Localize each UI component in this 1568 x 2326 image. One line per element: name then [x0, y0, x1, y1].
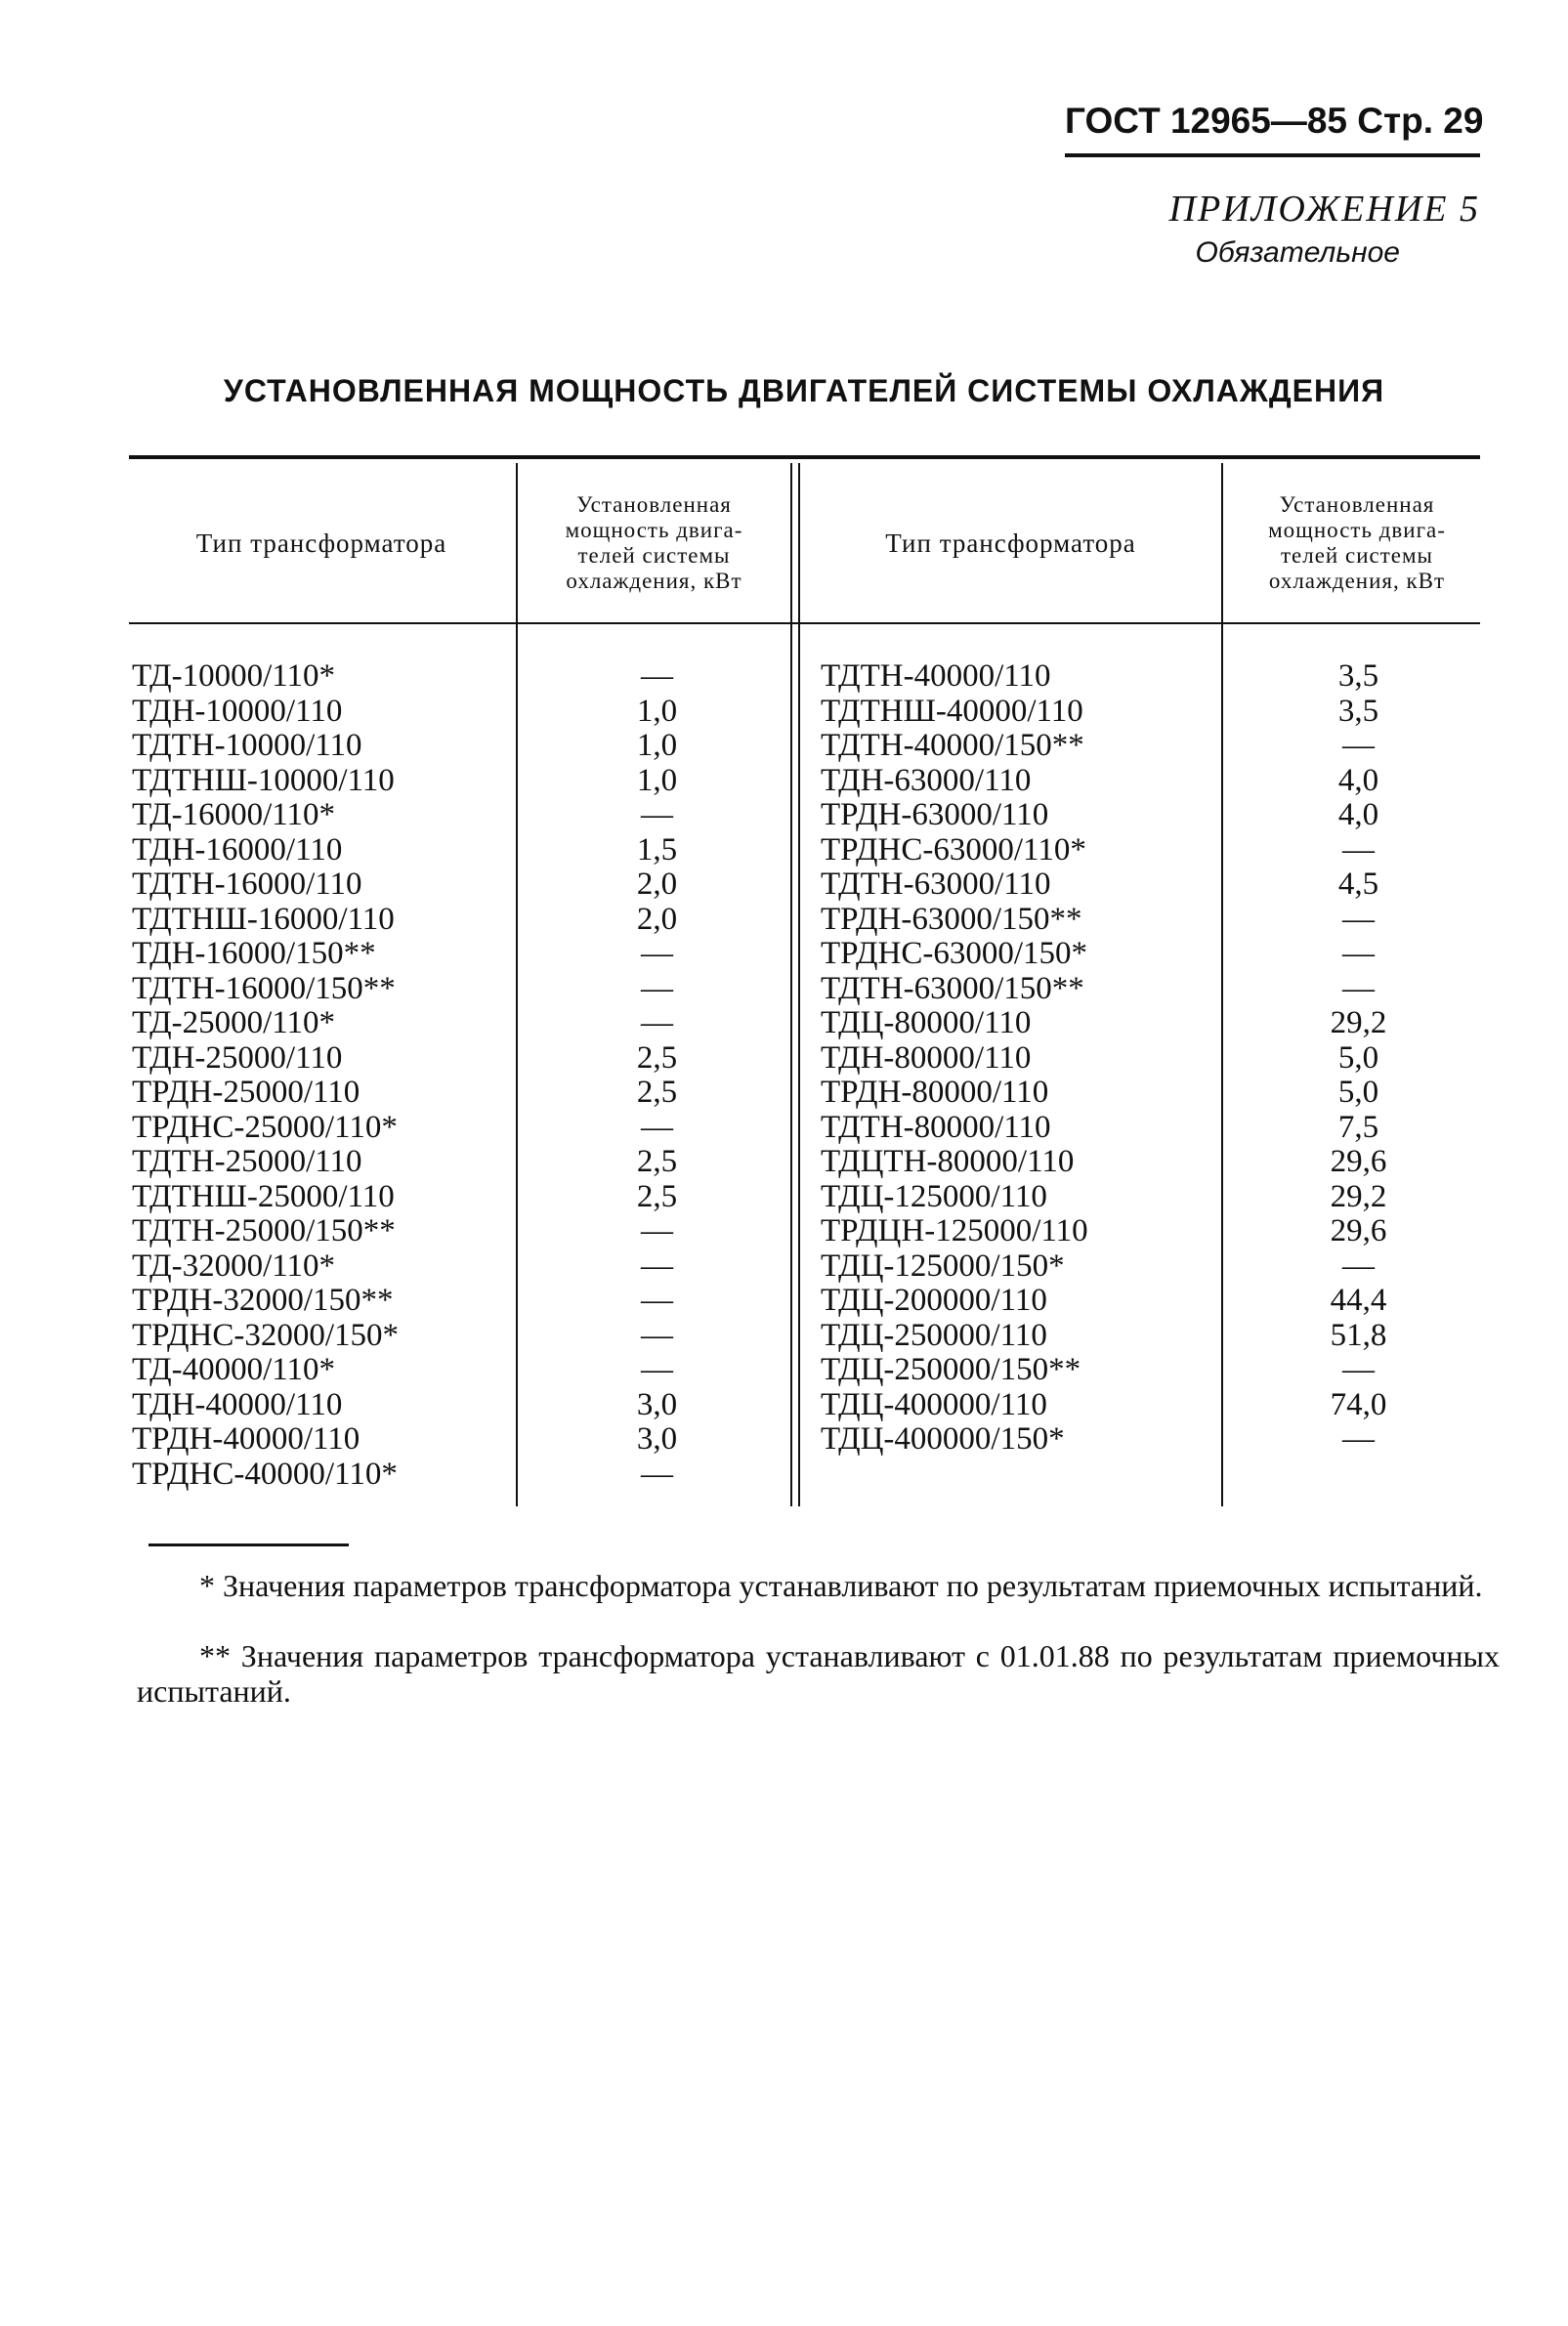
right-row-power: — [1342, 901, 1375, 937]
right-row-power: — [1342, 831, 1375, 867]
footnote-2: ** Значения параметров трансформатора устанавливают с 01.01.88 по результатам приемочных испытаний. [137, 1638, 1500, 1709]
table-header-rule [129, 622, 1480, 624]
left-power-column [528, 659, 786, 1492]
left-row-power: — [641, 658, 673, 694]
right-row-type: ТРДНС-63000/150* [821, 936, 1088, 971]
right-row-type: ТДЦ-200000/110 [821, 1283, 1047, 1318]
right-row-power: 74,0 [1330, 1386, 1387, 1422]
left-row-type: ТДН-16000/150** [132, 936, 376, 971]
right-row-type: ТРДНС-63000/110* [821, 831, 1086, 867]
left-row-type: ТДН-25000/110 [132, 1039, 343, 1076]
table-center-divider-b [798, 463, 800, 1506]
left-row-power: — [641, 1005, 673, 1040]
header-power-left: Установленная мощность двига- телей системы охлаждения, кВт [565, 491, 743, 593]
right-row-type: ТДЦ-400000/110 [821, 1386, 1047, 1422]
right-row-type: ТРДН-63000/110 [821, 797, 1049, 832]
right-row-type: ТДЦ-250000/110 [821, 1317, 1047, 1353]
right-row-power: 5,0 [1337, 1075, 1379, 1110]
right-row-type: ТДТН-80000/110 [821, 1109, 1051, 1145]
right-row-power: — [1342, 1352, 1375, 1387]
left-row-power: 3,0 [636, 1386, 678, 1422]
left-row-power: 1,0 [636, 693, 678, 729]
left-row-power: 2,0 [636, 901, 678, 937]
right-row-type: ТДН-80000/110 [821, 1039, 1032, 1076]
left-row-type: ТД-32000/110* [132, 1248, 336, 1284]
right-row-power: 4,0 [1337, 762, 1379, 798]
left-row-type: ТДТН-10000/110 [132, 728, 362, 763]
left-row-type: ТД-25000/110* [132, 1005, 336, 1040]
left-row-type: ТДТН-16000/150** [132, 970, 396, 1006]
left-row-type: ТД-40000/110* [132, 1352, 336, 1387]
left-row-power: — [641, 1317, 673, 1353]
right-row-power: 44,4 [1330, 1283, 1387, 1318]
right-row-type: ТДЦ-125000/150* [821, 1248, 1065, 1284]
table-top-rule [129, 455, 1480, 459]
left-row-power: 2,5 [636, 1039, 678, 1076]
right-row-type: ТДТН-63000/150** [821, 970, 1084, 1006]
right-row-power: — [1342, 970, 1375, 1006]
left-type-column [132, 659, 508, 1492]
left-row-type: ТД-10000/110* [132, 658, 336, 694]
left-row-type: ТДН-10000/110 [132, 693, 343, 729]
right-row-type: ТДЦТН-80000/110 [821, 1144, 1075, 1179]
right-row-power: 29,6 [1330, 1213, 1387, 1248]
left-row-power: 2,5 [636, 1178, 678, 1214]
page-header: ГОСТ 12965—85 Стр. 29 [1065, 101, 1484, 141]
document-title: УСТАНОВЛЕННАЯ МОЩНОСТЬ ДВИГАТЕЛЕЙ СИСТЕМЫ ОХЛАЖДЕНИЯ [223, 373, 1385, 408]
left-row-power: — [641, 797, 673, 832]
left-row-type: ТДН-40000/110 [132, 1386, 343, 1422]
left-row-type: ТДТН-16000/110 [132, 867, 362, 902]
right-row-type: ТДЦ-80000/110 [821, 1005, 1032, 1040]
left-row-power: — [641, 1352, 673, 1387]
header-type-left: Тип трансформатора [195, 528, 447, 558]
left-row-type: ТРДНС-40000/110* [132, 1456, 398, 1492]
left-row-power: 1,5 [636, 831, 678, 867]
left-row-power: 1,0 [636, 762, 678, 798]
right-row-type: ТДТНШ-40000/110 [821, 693, 1083, 729]
right-row-type: ТДТН-63000/110 [821, 867, 1051, 902]
left-row-power: — [641, 1283, 673, 1318]
right-row-type: ТДЦ-250000/150** [821, 1352, 1081, 1387]
appendix-title: ПРИЛОЖЕНИЕ 5 [1168, 189, 1480, 230]
left-row-type: ТРДН-32000/150** [132, 1283, 394, 1318]
table-col-divider-1 [516, 463, 518, 1506]
left-row-type: ТДТНШ-10000/110 [132, 762, 395, 798]
right-row-power: 29,2 [1330, 1005, 1387, 1040]
left-row-type: ТДТНШ-16000/110 [132, 901, 395, 937]
right-row-power: 7,5 [1337, 1109, 1379, 1145]
right-row-power: — [1342, 728, 1375, 763]
right-row-power: 4,5 [1337, 867, 1379, 902]
right-row-power: 5,0 [1337, 1039, 1379, 1076]
right-row-type: ТДЦ-400000/150* [821, 1421, 1065, 1457]
footnote-1: * Значения параметров трансформатора устанавливают по результатам приемочных испытаний. [199, 1568, 1483, 1603]
right-row-power: 29,2 [1330, 1178, 1387, 1214]
left-row-power: — [641, 1248, 673, 1284]
left-row-power: 2,0 [636, 867, 678, 902]
right-power-column [1229, 659, 1488, 1458]
right-row-power: — [1342, 1421, 1375, 1457]
left-row-type: ТРДН-25000/110 [132, 1075, 360, 1110]
right-row-power: 51,8 [1330, 1317, 1387, 1353]
right-row-type: ТРДН-80000/110 [821, 1075, 1049, 1110]
header-type-right: Тип трансформатора [885, 528, 1136, 558]
table-center-divider-a [790, 463, 792, 1506]
header-power-right: Установленная мощность двига- телей системы охлаждения, кВт [1268, 491, 1446, 593]
header-rule [1065, 153, 1480, 157]
left-row-type: ТРДНС-32000/150* [132, 1317, 400, 1353]
left-row-type: ТД-16000/110* [132, 797, 336, 832]
right-row-type: ТРДЦН-125000/110 [821, 1213, 1088, 1248]
right-row-power: — [1342, 1248, 1375, 1284]
right-row-type: ТДЦ-125000/110 [821, 1178, 1047, 1214]
left-row-type: ТДН-16000/110 [132, 831, 343, 867]
left-row-power: — [641, 970, 673, 1006]
right-row-type: ТДН-63000/110 [821, 762, 1032, 798]
left-row-power: — [641, 936, 673, 971]
left-row-power: — [641, 1213, 673, 1248]
left-row-type: ТДТНШ-25000/110 [132, 1178, 395, 1214]
left-row-power: — [641, 1456, 673, 1492]
left-row-power: 2,5 [636, 1075, 678, 1110]
left-row-power: 2,5 [636, 1144, 678, 1179]
right-row-type: ТДТН-40000/110 [821, 658, 1051, 694]
left-row-type: ТДТН-25000/110 [132, 1144, 362, 1179]
left-row-type: ТДТН-25000/150** [132, 1213, 396, 1248]
right-type-column [821, 659, 1211, 1458]
left-row-power: 3,0 [636, 1421, 678, 1457]
right-row-power: 4,0 [1337, 797, 1379, 832]
right-row-power: 3,5 [1337, 658, 1379, 694]
left-row-type: ТРДН-40000/110 [132, 1421, 360, 1457]
right-row-power: 3,5 [1337, 693, 1379, 729]
left-row-power: 1,0 [636, 728, 678, 763]
footnote-rule [148, 1544, 349, 1546]
right-row-power: 29,6 [1330, 1144, 1387, 1179]
left-row-power: — [641, 1109, 673, 1145]
right-row-type: ТДТН-40000/150** [821, 728, 1084, 763]
right-row-type: ТРДН-63000/150** [821, 901, 1082, 937]
right-row-power: — [1342, 936, 1375, 971]
left-row-type: ТРДНС-25000/110* [132, 1109, 398, 1145]
appendix-status: Обязательное [1195, 236, 1400, 269]
table-col-divider-3 [1221, 463, 1223, 1506]
